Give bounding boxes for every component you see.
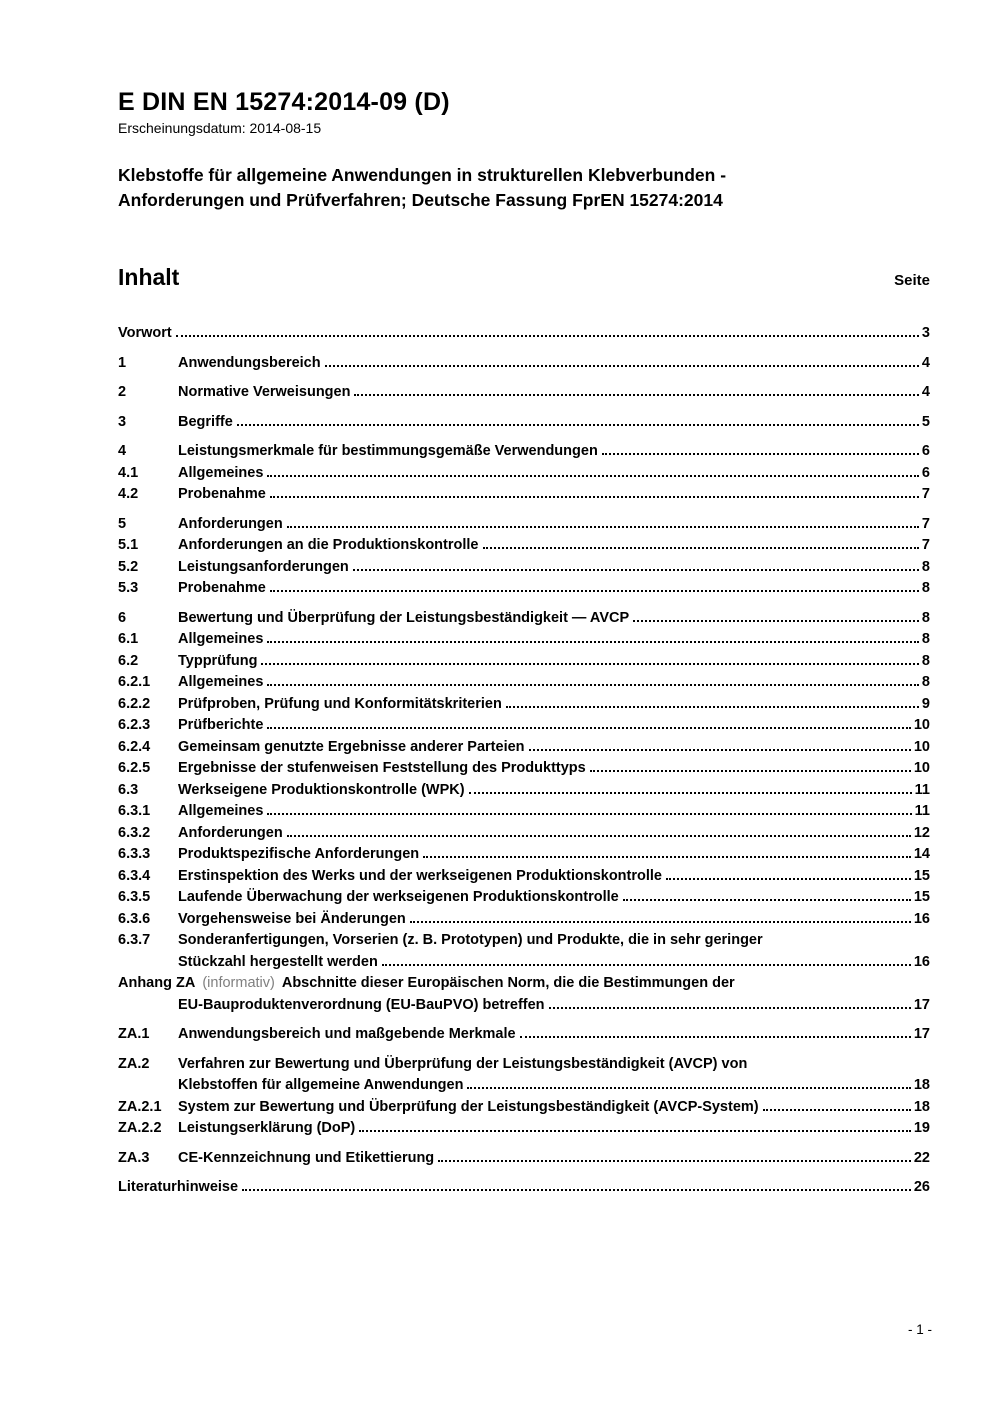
- toc-entry-page-number: 3: [921, 325, 930, 341]
- dot-leader: [270, 496, 919, 498]
- toc-entry-title: Prüfproben, Prüfung und Konformitätskriterien: [178, 695, 502, 712]
- toc-entry-title: Literaturhinweise: [118, 1179, 239, 1195]
- toc-entry-page-number: 10: [913, 738, 930, 755]
- toc-entry-title-continuation: EU-Bauproduktenverordnung (EU-BauPVO) betreffen: [178, 996, 545, 1013]
- toc-entry-page-number: 18: [913, 1098, 930, 1115]
- dot-leader: [467, 1087, 910, 1089]
- toc-entry-page-number: 6: [921, 443, 930, 459]
- toc-entry-page-number: 22: [913, 1149, 930, 1166]
- toc-entry-number: 6.2: [118, 652, 139, 669]
- toc-entry-number: 6.2.4: [118, 738, 151, 755]
- toc-entry-number: 6.3.7: [118, 932, 151, 948]
- toc-entry: [118, 557, 930, 579]
- toc-entry: [118, 844, 930, 866]
- toc-entry-title: Begriffe: [178, 413, 233, 430]
- document-title: [118, 163, 930, 212]
- toc-entry-number: 6.3.1: [118, 803, 151, 819]
- toc-entry-number: 4.2: [118, 486, 139, 502]
- toc-entry-number: 5.2: [118, 558, 139, 575]
- toc-entry-line-continuation: [118, 995, 930, 1017]
- toc-entry: [118, 412, 930, 434]
- toc-entry-title: Anwendungsbereich: [178, 354, 321, 371]
- toc-entry-line: [118, 887, 930, 909]
- toc-entry-title: Laufende Überwachung der werkseigenen Produktionskontrolle: [178, 889, 619, 905]
- toc-entry-page-number: 18: [913, 1077, 930, 1093]
- toc-entry-line: [118, 930, 930, 952]
- dot-leader: [176, 335, 919, 337]
- dot-leader: [267, 727, 910, 729]
- toc-entry: [118, 463, 930, 485]
- toc-entry-line: [118, 758, 930, 780]
- toc-entry-line: [118, 715, 930, 737]
- toc-entry: [118, 1097, 930, 1119]
- toc-entry: [118, 323, 930, 345]
- dot-leader: [267, 641, 919, 643]
- toc-entry-line: [118, 578, 930, 600]
- toc-entry-title: Abschnitte dieser Europäischen Norm, die die Bestimmungen der: [281, 975, 735, 991]
- toc-entry: [118, 514, 930, 536]
- toc-entry-line: [118, 909, 930, 931]
- toc-entry: [118, 578, 930, 600]
- toc-entry-number: 6.1: [118, 631, 139, 647]
- toc-entry-page-number: 26: [913, 1179, 930, 1195]
- toc-entry: [118, 441, 930, 463]
- toc-entry-title: Allgemeines: [178, 674, 264, 690]
- toc-entry-title: Ergebnisse der stufenweisen Feststellung des Produkttyps: [178, 760, 586, 776]
- toc-entry-number: 6.2.1: [118, 674, 151, 690]
- document-title-line1: Klebstoffe für allgemeine Anwendungen in strukturellen Klebverbunden -: [118, 165, 727, 185]
- toc-entry-number: 6.2.2: [118, 695, 151, 712]
- toc-entry-number: ZA.2.2: [118, 1120, 162, 1136]
- toc-entry-number: 5.3: [118, 580, 139, 596]
- toc-entry-number: 5: [118, 515, 127, 532]
- toc-entry-line: [118, 557, 930, 579]
- toc-entry: [118, 887, 930, 909]
- dot-leader: [469, 792, 912, 794]
- toc-entry-page-number: 7: [921, 515, 930, 532]
- toc-entry-line-continuation: [118, 952, 930, 974]
- toc-entry: [118, 973, 930, 1016]
- dot-leader: [483, 547, 919, 549]
- toc-entry-number: 2: [118, 384, 127, 400]
- dot-leader: [287, 835, 911, 837]
- toc-entry-line: [118, 737, 930, 759]
- toc-entry: [118, 651, 930, 673]
- dot-leader: [602, 453, 919, 455]
- toc-entry-line: [118, 1097, 930, 1119]
- toc-entry-line: [118, 1118, 930, 1140]
- toc-entry-title: Anforderungen: [178, 515, 283, 532]
- toc-entry-number: 5.1: [118, 537, 139, 553]
- toc-entry-title: Allgemeines: [178, 464, 264, 481]
- toc-entry-line: [118, 514, 930, 536]
- toc-list: [118, 323, 930, 1199]
- toc-entry-page-number: 4: [921, 354, 930, 371]
- toc-entry-number: 6.3.4: [118, 867, 151, 884]
- toc-entry-line: [118, 412, 930, 434]
- toc-entry-number: 6.3.6: [118, 910, 151, 927]
- toc-entry-number: 4.1: [118, 464, 139, 481]
- toc-entry-page-number: 15: [913, 889, 930, 905]
- toc-entry-line: [118, 535, 930, 557]
- toc-entry-line: [118, 844, 930, 866]
- toc-entry-number: ZA.3: [118, 1149, 150, 1166]
- toc-entry-line: [118, 323, 930, 345]
- document-id: E DIN EN 15274:2014-09 (D): [118, 88, 450, 116]
- publication-date: Erscheinungsdatum: 2014-08-15: [118, 120, 322, 136]
- toc-entry-line: [118, 484, 930, 506]
- toc-page-column-label: Seite: [894, 272, 930, 289]
- dot-leader: [506, 706, 919, 708]
- toc-entry-line: [118, 353, 930, 375]
- toc-entry-line: [118, 1024, 930, 1046]
- toc-entry-title: Allgemeines: [178, 803, 264, 819]
- toc-entry-number: 1: [118, 354, 127, 371]
- dot-leader: [623, 899, 911, 901]
- toc-entry-page-number: 15: [913, 867, 930, 884]
- toc-entry-title: Prüfberichte: [178, 717, 264, 733]
- dot-leader: [242, 1189, 911, 1191]
- toc-entry-number: 4: [118, 443, 127, 459]
- toc-entry-page-number: 17: [913, 996, 930, 1013]
- toc-entry: [118, 1148, 930, 1170]
- toc-entry: [118, 909, 930, 931]
- toc-entry: [118, 535, 930, 557]
- toc-entry-page-number: 8: [921, 652, 930, 669]
- toc-entry-page-number: 8: [921, 631, 930, 647]
- toc-entry: [118, 801, 930, 823]
- toc-entry-page-number: 17: [913, 1026, 930, 1042]
- dot-leader: [267, 475, 919, 477]
- toc-entry-number: 6.3.5: [118, 889, 151, 905]
- toc-entry-page-number: 10: [913, 717, 930, 733]
- toc-entry-title: System zur Bewertung und Überprüfung der Leistungsbeständigkeit (AVCP-System): [178, 1098, 759, 1115]
- toc-entry-title: Anforderungen an die Produktionskontrolle: [178, 537, 479, 553]
- toc-entry-title: Erstinspektion des Werks und der werkseigenen Produktionskontrolle: [178, 867, 662, 884]
- toc-entry-title: Produktspezifische Anforderungen: [178, 846, 420, 862]
- toc-entry-title-continuation: Stückzahl hergestellt werden: [178, 953, 378, 970]
- toc-entry-title: Leistungsmerkmale für bestimmungsgemäße Verwendungen: [178, 443, 598, 459]
- document-title-line2: Anforderungen und Prüfverfahren; Deutsche Fassung FprEN 15274:2014: [118, 189, 723, 210]
- toc-entry-number: ZA.2: [118, 1055, 150, 1072]
- toc-entry-title: Werkseigene Produktionskontrolle (WPK): [178, 781, 465, 798]
- dot-leader: [520, 1036, 911, 1038]
- toc-entry-line: [118, 823, 930, 845]
- dot-leader: [270, 590, 919, 592]
- toc-entry: [118, 1024, 930, 1046]
- toc-entry-page-number: 12: [913, 824, 930, 841]
- toc-entry: [118, 737, 930, 759]
- toc-entry-line: [118, 629, 930, 651]
- dot-leader: [287, 526, 919, 528]
- toc-entry-page-number: 5: [921, 413, 930, 430]
- toc-header-row: [118, 264, 930, 291]
- toc-entry-title: Probenahme: [178, 486, 266, 502]
- toc-entry-title: Vorwort: [118, 325, 172, 341]
- dot-leader: [423, 856, 911, 858]
- toc-entry-title: Bewertung und Überprüfung der Leistungsbeständigkeit — AVCP: [178, 609, 630, 626]
- toc-entry: [118, 353, 930, 375]
- toc-entry-number: 6.3.2: [118, 824, 151, 841]
- toc-entry-title: Verfahren zur Bewertung und Überprüfung der Leistungsbeständigkeit (AVCP) von: [178, 1055, 748, 1072]
- dot-leader: [763, 1109, 911, 1111]
- toc-entry-page-number: 10: [913, 760, 930, 776]
- toc-entry: [118, 608, 930, 630]
- toc-entry-title: Typprüfung: [178, 652, 258, 669]
- toc-entry-page-number: 9: [921, 695, 930, 712]
- toc-entry-title: Probenahme: [178, 580, 266, 596]
- toc-entry-line: [118, 1177, 930, 1199]
- toc-entry: [118, 484, 930, 506]
- toc-entry-title: Gemeinsam genutzte Ergebnisse anderer Parteien: [178, 738, 525, 755]
- toc-entry-title: Allgemeines: [178, 631, 264, 647]
- toc-entry-line-continuation: [118, 1075, 930, 1097]
- toc-entry-line: [118, 441, 930, 463]
- toc-entry: [118, 1054, 930, 1097]
- toc-entry-title: Vorgehensweise bei Änderungen: [178, 910, 406, 927]
- toc-entry-title: CE-Kennzeichnung und Etikettierung: [178, 1149, 435, 1166]
- toc-entry: [118, 672, 930, 694]
- dot-leader: [438, 1160, 911, 1162]
- toc-entry-page-number: 4: [921, 384, 930, 400]
- toc-entry-page-number: 19: [913, 1120, 930, 1136]
- dot-leader: [529, 749, 911, 751]
- toc-entry: [118, 866, 930, 888]
- dot-leader: [633, 620, 919, 622]
- toc-entry-title: Normative Verweisungen: [178, 384, 351, 400]
- toc-entry-line: [118, 651, 930, 673]
- toc-entry: [118, 694, 930, 716]
- page-number-footer: - 1 -: [907, 1322, 932, 1337]
- toc-entry-title: Leistungsanforderungen: [178, 558, 349, 575]
- toc-entry-page-number: 8: [921, 674, 930, 690]
- toc-entry-title-continuation: Klebstoffen für allgemeine Anwendungen: [178, 1077, 464, 1093]
- toc-entry-line: [118, 973, 930, 995]
- toc-entry-title: Leistungserklärung (DoP): [178, 1120, 356, 1136]
- toc-entry: [118, 1177, 930, 1199]
- toc-entry-line: [118, 780, 930, 802]
- dot-leader: [354, 394, 918, 396]
- toc-entry: [118, 823, 930, 845]
- toc-entry-page-number: 16: [913, 953, 930, 970]
- toc-entry-title: Sonderanfertigungen, Vorserien (z. B. Prototypen) und Produkte, die in sehr geringer: [178, 932, 763, 948]
- toc-entry-line: [118, 1054, 930, 1076]
- toc-entry: [118, 930, 930, 973]
- toc-entry-page-number: 7: [921, 537, 930, 553]
- dot-leader: [590, 770, 911, 772]
- toc-entry-line: [118, 463, 930, 485]
- dot-leader: [382, 964, 911, 966]
- toc-entry-number: 6.2.5: [118, 760, 151, 776]
- toc-entry-page-number: 6: [921, 464, 930, 481]
- dot-leader: [549, 1007, 911, 1009]
- toc-entry-page-number: 7: [921, 486, 930, 502]
- toc-entry: [118, 1118, 930, 1140]
- toc-entry-line: [118, 866, 930, 888]
- dot-leader: [359, 1130, 911, 1132]
- toc-entry: [118, 758, 930, 780]
- toc-entry-line: [118, 1148, 930, 1170]
- toc-entry-line: [118, 608, 930, 630]
- toc-entry-page-number: 16: [913, 910, 930, 927]
- toc-entry-line: [118, 672, 930, 694]
- dot-leader: [410, 921, 911, 923]
- dot-leader: [267, 813, 911, 815]
- toc-entry-line: [118, 801, 930, 823]
- dot-leader: [666, 878, 911, 880]
- dot-leader: [353, 569, 919, 571]
- toc-entry-number: 3: [118, 413, 127, 430]
- toc-entry-qualifier: (informativ): [202, 975, 275, 991]
- toc-entry-number: 6.3.3: [118, 846, 151, 862]
- dot-leader: [267, 684, 919, 686]
- toc-entry-page-number: 8: [921, 558, 930, 575]
- toc-entry-line: [118, 382, 930, 404]
- toc-entry-number: 6.3: [118, 781, 139, 798]
- toc-entry-page-number: 8: [921, 609, 930, 626]
- toc-entry-line: [118, 694, 930, 716]
- toc-entry-page-number: 11: [914, 803, 930, 819]
- dot-leader: [237, 424, 919, 426]
- toc-entry-number: ZA.2.1: [118, 1098, 162, 1115]
- toc-entry-number: Anhang ZA: [118, 975, 196, 991]
- toc-entry: [118, 382, 930, 404]
- toc-entry-page-number: 11: [914, 781, 930, 798]
- toc-entry-number: 6.2.3: [118, 717, 151, 733]
- dot-leader: [325, 365, 919, 367]
- toc-entry-page-number: 14: [913, 846, 930, 862]
- toc-entry: [118, 715, 930, 737]
- toc-entry-page-number: 8: [921, 580, 930, 596]
- toc-entry-number: 6: [118, 609, 127, 626]
- toc-entry-title: Anwendungsbereich und maßgebende Merkmale: [178, 1026, 516, 1042]
- toc-entry-title: Anforderungen: [178, 824, 283, 841]
- toc-entry-number: ZA.1: [118, 1026, 150, 1042]
- dot-leader: [261, 663, 918, 665]
- toc-entry: [118, 780, 930, 802]
- toc-entry: [118, 629, 930, 651]
- toc-heading: Inhalt: [118, 264, 180, 290]
